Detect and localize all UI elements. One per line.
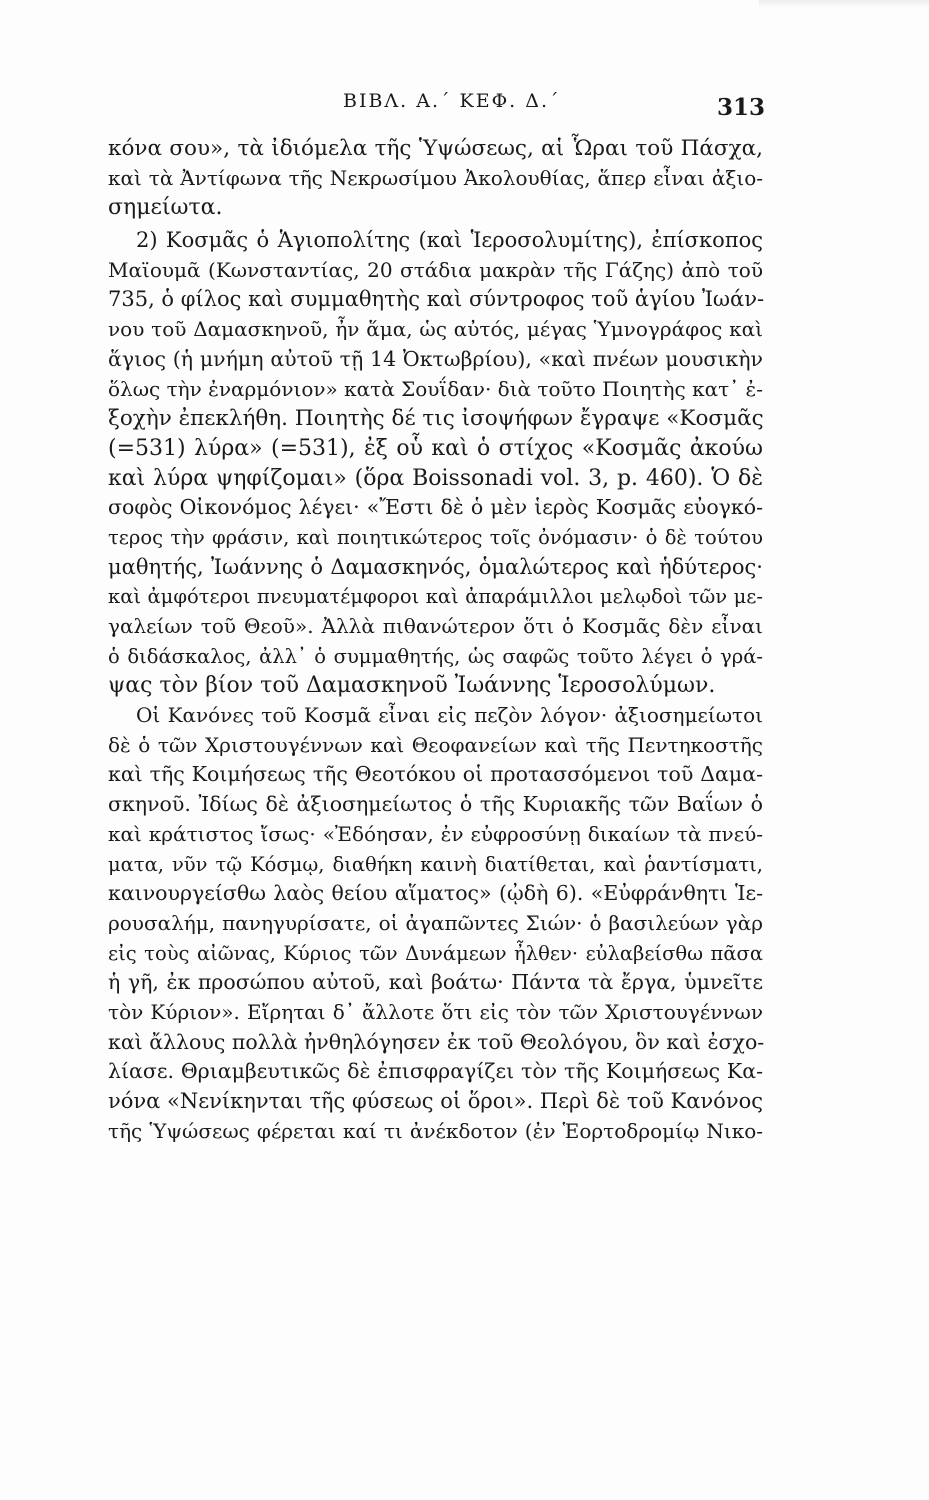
paragraph-2 bbox=[108, 226, 763, 701]
text-line: τὸν Κύριον». Εἴρηται δ᾽ ἄλλοτε ὅτι εἰς τὸν τῶν Χριστουγέννων bbox=[108, 999, 763, 1024]
text-line: ἅγιος (ἡ μνήμη αὐτοῦ τῇ 14 Ὀκτωβρίου), «καὶ πνέων μουσικὴν bbox=[108, 346, 763, 371]
text-line: τῆς Ὑψώσεως φέρεται καί τι ἀνέκδοτον (ἐν Ἑορτοδρομίῳ Νικο- bbox=[108, 1118, 763, 1143]
text-line: ψας τὸν βίον τοῦ Δαμασκηνοῦ Ἰωάννης Ἱεροσολύμων. bbox=[108, 673, 716, 699]
text-line: ρουσαλήμ, πανηγυρίσατε, οἱ ἀγαπῶντες Σιών· ὁ βασιλεύων γὰρ bbox=[108, 910, 763, 935]
text-line: εἰς τοὺς αἰῶνας, Κύριος τῶν Δυνάμεων ἦλθεν· εὐλαβείσθω πᾶσα bbox=[108, 941, 763, 965]
page-number: 313 bbox=[716, 94, 765, 121]
body-text bbox=[108, 134, 763, 1146]
text-line: Μαϊουμᾶ (Κωνσταντίας, 20 στάδια μακρὰν τῆς Γάζης) ἀπὸ τοῦ bbox=[108, 257, 763, 282]
paragraph-1 bbox=[108, 134, 763, 223]
text-line: (=531) λύρα» (=531), ἐξ οὗ καὶ ὁ στίχος «Κοσμᾶς ἀκούω bbox=[108, 435, 763, 461]
text-line: γαλείων τοῦ Θεοῦ». Ἀλλὰ πιθανώτερον ὅτι ὁ Κοσμᾶς δὲν εἶναι bbox=[108, 614, 763, 638]
text-line: κόνα σου», τὰ ἰδιόμελα τῆς Ὑψώσεως, αἱ Ὧραι τοῦ Πάσχα, bbox=[108, 136, 763, 161]
text-line: 735, ὁ φίλος καὶ συμμαθητὴς καὶ σύντροφος τοῦ ἁγίου Ἰωάν- bbox=[108, 287, 765, 312]
page-header bbox=[105, 90, 765, 130]
text-line: ὁ διδάσκαλος, ἀλλ᾽ ὁ συμμαθητής, ὡς σαφῶς τοῦτο λέγει ὁ γρά- bbox=[108, 644, 763, 668]
text-line: καὶ ἄλλους πολλὰ ἠνθηλόγησεν ἐκ τοῦ Θεολόγου, ὃν καὶ ἐσχο- bbox=[108, 1029, 765, 1054]
text-line: νου τοῦ Δαμασκηνοῦ, ἦν ἅμα, ὡς αὐτός, μέγας Ὑμνογράφος καὶ bbox=[108, 317, 763, 342]
text-line: Οἱ Κανόνες τοῦ Κοσμᾶ εἶναι εἰς πεζὸν λόγον· ἀξιοσημείωτοι bbox=[136, 703, 763, 728]
text-line: 2) Κοσμᾶς ὁ Ἁγιοπολίτης (καὶ Ἱεροσολυμίτης), ἐπίσκοπος bbox=[136, 228, 763, 253]
text-line: σκηνοῦ. Ἰδίως δὲ ἀξιοσημείωτος ὁ τῆς Κυριακῆς τῶν Βαΐων ὁ bbox=[108, 792, 763, 817]
text-line: ματα, νῦν τῷ Κόσμῳ, διαθήκη καινὴ διατίθεται, καὶ ῥαντίσματι, bbox=[108, 852, 763, 876]
text-line: δὲ ὁ τῶν Χριστουγέννων καὶ Θεοφανείων καὶ τῆς Πεντηκοστῆς bbox=[108, 732, 763, 757]
text-line: ἡ γῆ, ἐκ προσώπου αὐτοῦ, καὶ βοάτω· Πάντα τὰ ἔργα, ὑμνεῖτε bbox=[108, 970, 763, 995]
text-line: ξοχὴν ἐπεκλήθη. Ποιητὴς δέ τις ἰσοψήφων ἔγραψε «Κοσμᾶς bbox=[108, 406, 764, 432]
text-line: καὶ λύρα ψηφίζομαι» (ὅρα Boissonadi vol. 3, p. 460). Ὁ δὲ bbox=[108, 465, 763, 491]
text-line: καὶ κράτιστος ἴσως· «Ἐδόησαν, ἐν εὐφροσύνῃ δικαίων τὰ πνεύ- bbox=[108, 821, 763, 846]
text-line: ὅλως τὴν ἐναρμόνιον» κατὰ Σουΐδαν· διὰ τοῦτο Ποιητὴς κατ᾽ ἐ- bbox=[108, 376, 763, 401]
paragraph-3 bbox=[108, 701, 763, 1146]
text-line: λίασε. Θριαμβευτικῶς δὲ ἐπισφραγίζει τὸν τῆς Κοιμήσεως Κα- bbox=[108, 1059, 763, 1084]
text-line: καὶ τῆς Κοιμήσεως τῆς Θεοτόκου οἱ προτασσόμενοι τοῦ Δαμα- bbox=[108, 762, 763, 787]
running-head: ΒΙΒΛ. Α.΄ ΚΕΦ. Δ.΄ bbox=[343, 90, 561, 112]
text-line: μαθητής, Ἰωάννης ὁ Δαμασκηνός, ὁμαλώτερος καὶ ἡδύτερος· bbox=[108, 554, 763, 579]
text-line: τερος τὴν φράσιν, καὶ ποιητικώτερος τοῖς ὀνόμασιν· ὁ δὲ τούτου bbox=[108, 525, 763, 549]
text-line: καινουργείσθω λαὸς θείου αἵματος» (ᾠδὴ 6). «Εὐφράνθητι Ἱε- bbox=[108, 881, 763, 906]
text-line: καὶ ἀμφότεροι πνευματέμφοροι καὶ ἀπαράμιλλοι μελῳδοὶ τῶν με- bbox=[108, 585, 763, 609]
text-line: σημείωτα. bbox=[108, 195, 223, 221]
text-line: σοφὸς Οἰκονόμος λέγει· «Ἔστι δὲ ὁ μὲν ἱερὸς Κοσμᾶς εὐογκό- bbox=[108, 495, 763, 520]
page-edge-shadow bbox=[759, 0, 929, 10]
text-line: καὶ τὰ Ἀντίφωνα τῆς Νεκρωσίμου Ἀκολουθίας, ἅπερ εἶναι ἀξιο- bbox=[108, 165, 763, 190]
text-line: νόνα «Νενίκηνται τῆς φύσεως οἱ ὅροι». Περὶ δὲ τοῦ Κανόνος bbox=[108, 1089, 763, 1113]
